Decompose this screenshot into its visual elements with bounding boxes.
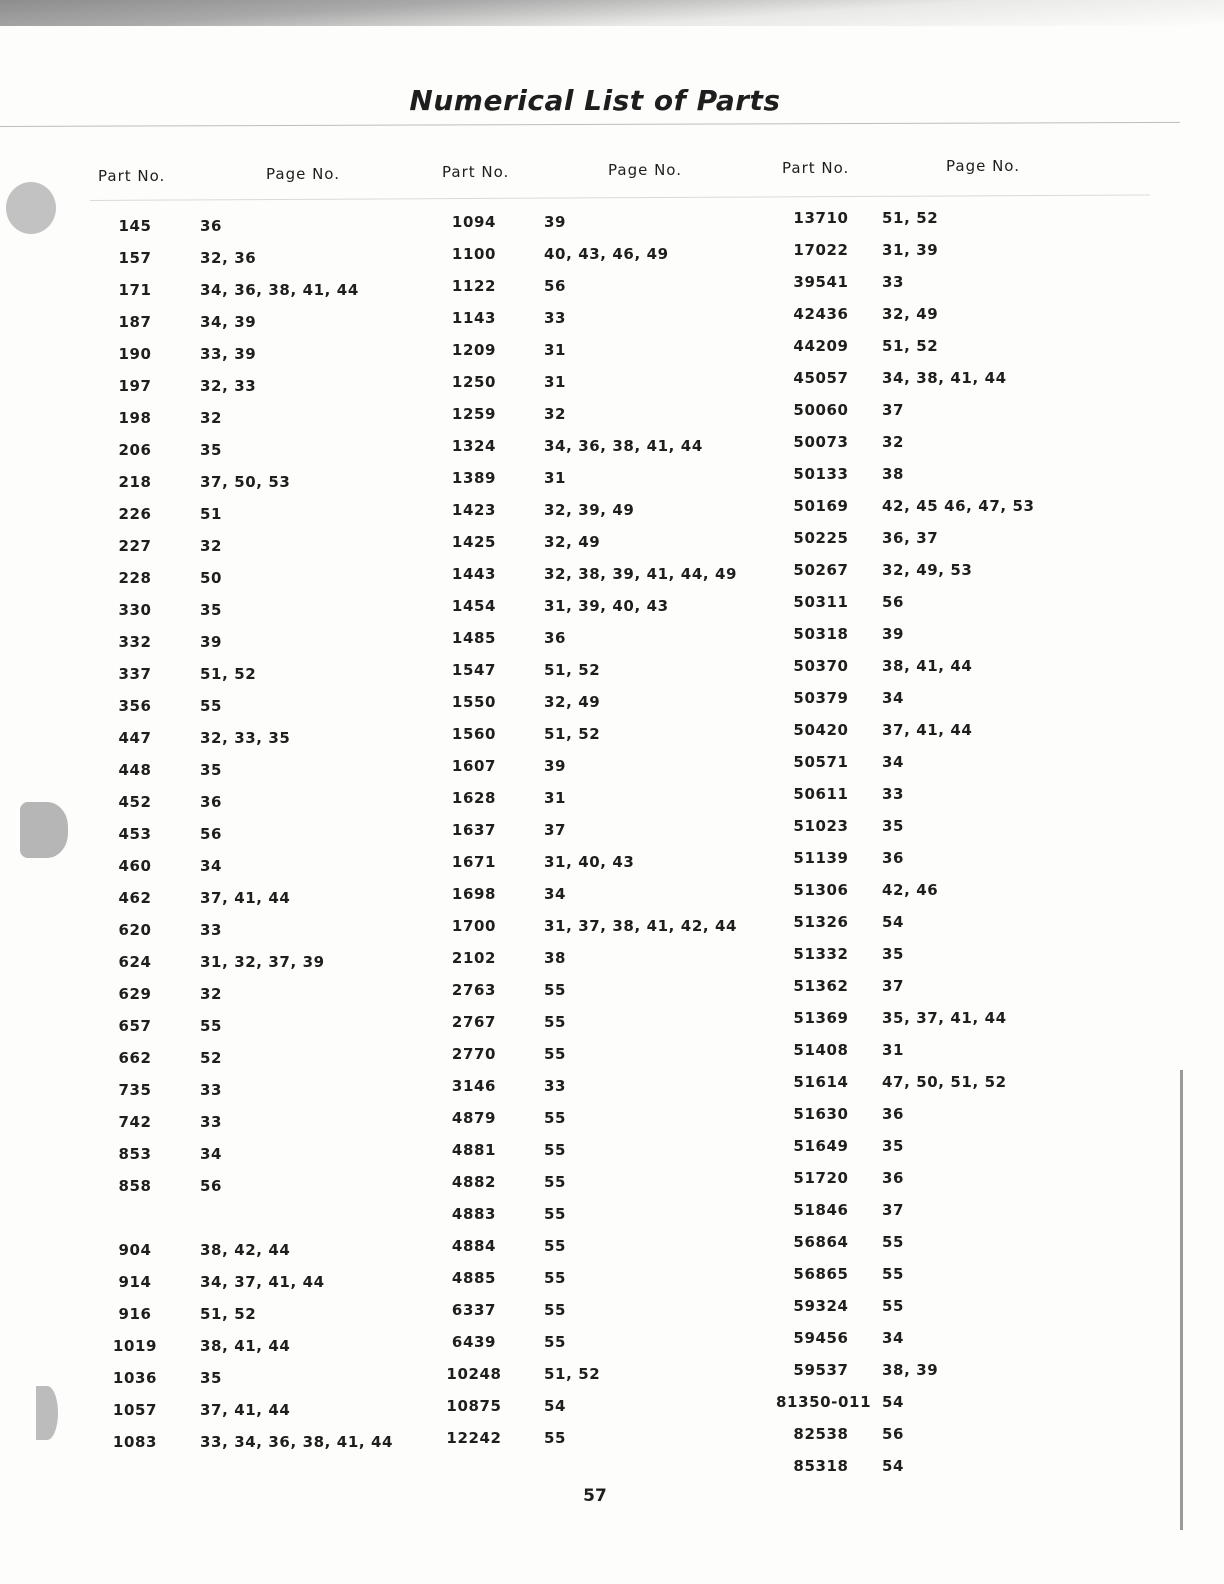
part-number: 1122 <box>451 277 497 295</box>
page-numbers: 55 <box>544 1109 567 1127</box>
page-numbers: 31 <box>544 789 567 807</box>
part-number: 1019 <box>112 1337 158 1355</box>
part-number: 914 <box>118 1273 152 1291</box>
part-number: 6337 <box>451 1301 497 1319</box>
column-1-part-header: Part No. <box>98 167 166 185</box>
part-number: 56864 <box>793 1233 849 1251</box>
part-number: 460 <box>118 857 152 875</box>
page-numbers: 37 <box>882 401 905 419</box>
part-number: 1036 <box>112 1369 158 1387</box>
page-numbers: 34, 37, 41, 44 <box>200 1273 325 1291</box>
page-numbers: 31 <box>544 341 567 359</box>
page-numbers: 55 <box>544 981 567 999</box>
part-number: 228 <box>118 569 152 587</box>
part-number: 1083 <box>112 1433 158 1451</box>
part-number: 4884 <box>451 1237 497 1255</box>
page-numbers: 54 <box>544 1397 567 1415</box>
page-numbers: 55 <box>544 1301 567 1319</box>
page-numbers: 54 <box>882 1393 905 1411</box>
part-number: 1698 <box>451 885 497 903</box>
column-2-part-header: Part No. <box>442 163 510 181</box>
page-numbers: 35 <box>200 761 223 779</box>
page-numbers: 32 <box>200 409 223 427</box>
part-number: 620 <box>118 921 152 939</box>
page-numbers: 37, 50, 53 <box>200 473 291 491</box>
page-numbers: 37 <box>544 821 567 839</box>
part-number: 59537 <box>793 1361 849 1379</box>
page-numbers: 40, 43, 46, 49 <box>544 245 669 263</box>
page-numbers: 56 <box>200 825 223 843</box>
part-number: 1259 <box>451 405 497 423</box>
part-number: 51649 <box>793 1137 849 1155</box>
page-numbers: 31 <box>544 373 567 391</box>
page-numbers: 39 <box>882 625 905 643</box>
punch-hole-bottom <box>36 1386 58 1440</box>
page-numbers: 36 <box>200 793 223 811</box>
part-number: 1454 <box>451 597 497 615</box>
page-numbers: 34 <box>882 1329 905 1347</box>
page-numbers: 38, 39 <box>882 1361 939 1379</box>
part-number: 448 <box>118 761 152 779</box>
page-numbers: 32, 38, 39, 41, 44, 49 <box>544 565 738 583</box>
page-numbers: 55 <box>882 1265 905 1283</box>
part-number: 51306 <box>793 881 849 899</box>
page-numbers: 33 <box>200 1113 223 1131</box>
part-number: 81350-011 <box>776 1393 872 1411</box>
page-numbers: 55 <box>544 1013 567 1031</box>
page-numbers: 37, 41, 44 <box>200 1401 291 1419</box>
page-numbers: 35 <box>200 441 223 459</box>
page-title: Numerical List of Parts <box>409 84 781 117</box>
page-numbers: 37, 41, 44 <box>200 889 291 907</box>
part-number: 51720 <box>793 1169 849 1187</box>
part-number: 51614 <box>793 1073 849 1091</box>
page-numbers: 38 <box>882 465 905 483</box>
part-number: 1700 <box>451 917 497 935</box>
page-numbers: 33 <box>882 273 905 291</box>
page-numbers: 32, 33, 35 <box>200 729 291 747</box>
part-number: 10875 <box>446 1397 502 1415</box>
page-numbers: 33 <box>200 921 223 939</box>
page-numbers: 38 <box>544 949 567 967</box>
page-numbers: 55 <box>200 1017 223 1035</box>
part-number: 51332 <box>793 945 849 963</box>
page-numbers: 51, 52 <box>544 1365 601 1383</box>
page-numbers: 34, 36, 38, 41, 44 <box>200 281 359 299</box>
page-numbers: 55 <box>882 1297 905 1315</box>
title-rule <box>0 122 1180 127</box>
part-number: 45057 <box>793 369 849 387</box>
punch-hole-middle <box>20 802 68 858</box>
page-numbers: 52 <box>200 1049 223 1067</box>
page-numbers: 51, 52 <box>882 209 939 227</box>
part-number: 447 <box>118 729 152 747</box>
part-number: 50379 <box>793 689 849 707</box>
part-number: 145 <box>118 217 152 235</box>
part-number: 1209 <box>451 341 497 359</box>
page-numbers: 39 <box>544 757 567 775</box>
part-number: 1100 <box>451 245 497 263</box>
part-number: 1671 <box>451 853 497 871</box>
page-numbers: 31 <box>882 1041 905 1059</box>
part-number: 171 <box>118 281 152 299</box>
page-numbers: 56 <box>882 593 905 611</box>
part-number: 50611 <box>793 785 849 803</box>
page-numbers: 38, 41, 44 <box>882 657 973 675</box>
page-numbers: 55 <box>544 1173 567 1191</box>
part-number: 206 <box>118 441 152 459</box>
page-numbers: 56 <box>544 277 567 295</box>
punch-hole-top <box>6 182 56 234</box>
part-number: 82538 <box>793 1425 849 1443</box>
part-number: 10248 <box>446 1365 502 1383</box>
part-number: 1425 <box>451 533 497 551</box>
page-numbers: 37 <box>882 977 905 995</box>
part-number: 1628 <box>451 789 497 807</box>
part-number: 50311 <box>793 593 849 611</box>
part-number: 50225 <box>793 529 849 547</box>
page-numbers: 35 <box>200 601 223 619</box>
part-number: 1550 <box>451 693 497 711</box>
part-number: 1560 <box>451 725 497 743</box>
part-number: 50169 <box>793 497 849 515</box>
page-numbers: 42, 45 46, 47, 53 <box>882 497 1035 515</box>
page-numbers: 51 <box>200 505 223 523</box>
part-number: 42436 <box>793 305 849 323</box>
page-numbers: 54 <box>882 1457 905 1475</box>
part-number: 4879 <box>451 1109 497 1127</box>
page-numbers: 36 <box>882 1105 905 1123</box>
part-number: 453 <box>118 825 152 843</box>
page-numbers: 35 <box>200 1369 223 1387</box>
part-number: 904 <box>118 1241 152 1259</box>
part-number: 624 <box>118 953 152 971</box>
page-numbers: 34 <box>882 689 905 707</box>
page-number: 57 <box>583 1486 607 1506</box>
part-number: 3146 <box>451 1077 497 1095</box>
page-numbers: 55 <box>544 1429 567 1447</box>
part-number: 59324 <box>793 1297 849 1315</box>
part-number: 1324 <box>451 437 497 455</box>
page-numbers: 51, 52 <box>882 337 939 355</box>
page-numbers: 55 <box>544 1237 567 1255</box>
part-number: 4885 <box>451 1269 497 1287</box>
column-1-page-header: Page No. <box>266 165 340 183</box>
page-numbers: 37, 41, 44 <box>882 721 973 739</box>
page-numbers: 54 <box>882 913 905 931</box>
page-numbers: 35 <box>882 817 905 835</box>
part-number: 6439 <box>451 1333 497 1351</box>
part-number: 39541 <box>793 273 849 291</box>
page-numbers: 38, 41, 44 <box>200 1337 291 1355</box>
page-numbers: 38, 42, 44 <box>200 1241 291 1259</box>
part-number: 452 <box>118 793 152 811</box>
part-number: 59456 <box>793 1329 849 1347</box>
part-number: 1547 <box>451 661 497 679</box>
page-numbers: 35 <box>882 1137 905 1155</box>
page-numbers: 51, 52 <box>200 665 257 683</box>
header-rule <box>90 194 1150 201</box>
page-numbers: 33 <box>882 785 905 803</box>
page-numbers: 33, 34, 36, 38, 41, 44 <box>200 1433 394 1451</box>
page-numbers: 55 <box>544 1045 567 1063</box>
page-numbers: 36 <box>544 629 567 647</box>
part-number: 50267 <box>793 561 849 579</box>
part-number: 4883 <box>451 1205 497 1223</box>
page-numbers: 34, 38, 41, 44 <box>882 369 1007 387</box>
part-number: 629 <box>118 985 152 1003</box>
part-number: 4881 <box>451 1141 497 1159</box>
part-number: 662 <box>118 1049 152 1067</box>
column-2-page-header: Page No. <box>608 161 682 179</box>
part-number: 50073 <box>793 433 849 451</box>
page-numbers: 55 <box>544 1141 567 1159</box>
page-numbers: 55 <box>544 1333 567 1351</box>
part-number: 1389 <box>451 469 497 487</box>
page-numbers: 32, 36 <box>200 249 257 267</box>
page-numbers: 32, 49 <box>544 533 601 551</box>
part-number: 226 <box>118 505 152 523</box>
page-numbers: 33 <box>544 309 567 327</box>
part-number: 50370 <box>793 657 849 675</box>
part-number: 157 <box>118 249 152 267</box>
part-number: 187 <box>118 313 152 331</box>
part-number: 50318 <box>793 625 849 643</box>
page-numbers: 37 <box>882 1201 905 1219</box>
part-number: 13710 <box>793 209 849 227</box>
part-number: 858 <box>118 1177 152 1195</box>
part-number: 218 <box>118 473 152 491</box>
part-number: 1423 <box>451 501 497 519</box>
part-number: 12242 <box>446 1429 502 1447</box>
part-number: 51846 <box>793 1201 849 1219</box>
part-number: 51369 <box>793 1009 849 1027</box>
part-number: 2770 <box>451 1045 497 1063</box>
page-numbers: 32, 33 <box>200 377 257 395</box>
part-number: 1143 <box>451 309 497 327</box>
page-numbers: 32, 49, 53 <box>882 561 973 579</box>
page-numbers: 51, 52 <box>544 725 601 743</box>
part-number: 44209 <box>793 337 849 355</box>
page-numbers: 42, 46 <box>882 881 939 899</box>
part-number: 50571 <box>793 753 849 771</box>
scan-edge-right <box>1180 1070 1183 1530</box>
page-numbers: 34 <box>200 857 223 875</box>
part-number: 51408 <box>793 1041 849 1059</box>
page-numbers: 32, 49 <box>544 693 601 711</box>
page-numbers: 31, 40, 43 <box>544 853 635 871</box>
part-number: 2767 <box>451 1013 497 1031</box>
page-numbers: 39 <box>544 213 567 231</box>
page-numbers: 32 <box>200 985 223 1003</box>
page-numbers: 51, 52 <box>544 661 601 679</box>
page-numbers: 32 <box>200 537 223 555</box>
part-number: 50060 <box>793 401 849 419</box>
part-number: 51023 <box>793 817 849 835</box>
page-numbers: 56 <box>882 1425 905 1443</box>
part-number: 356 <box>118 697 152 715</box>
part-number: 2102 <box>451 949 497 967</box>
part-number: 4882 <box>451 1173 497 1191</box>
part-number: 462 <box>118 889 152 907</box>
page-numbers: 56 <box>200 1177 223 1195</box>
page-numbers: 36 <box>882 1169 905 1187</box>
page-numbers: 33 <box>544 1077 567 1095</box>
part-number: 51139 <box>793 849 849 867</box>
page-numbers: 36, 37 <box>882 529 939 547</box>
page-numbers: 36 <box>200 217 223 235</box>
page-numbers: 51, 52 <box>200 1305 257 1323</box>
page-numbers: 31 <box>544 469 567 487</box>
page-numbers: 33 <box>200 1081 223 1099</box>
page-numbers: 34, 36, 38, 41, 44 <box>544 437 703 455</box>
part-number: 51326 <box>793 913 849 931</box>
page-numbers: 35, 37, 41, 44 <box>882 1009 1007 1027</box>
part-number: 1637 <box>451 821 497 839</box>
page-numbers: 31, 39, 40, 43 <box>544 597 669 615</box>
column-3-part-header: Part No. <box>782 159 850 177</box>
page-numbers: 31, 39 <box>882 241 939 259</box>
page-numbers: 35 <box>882 945 905 963</box>
part-number: 17022 <box>793 241 849 259</box>
part-number: 735 <box>118 1081 152 1099</box>
page-numbers: 55 <box>544 1269 567 1287</box>
part-number: 1607 <box>451 757 497 775</box>
part-number: 1250 <box>451 373 497 391</box>
part-number: 853 <box>118 1145 152 1163</box>
part-number: 657 <box>118 1017 152 1035</box>
page-numbers: 34, 39 <box>200 313 257 331</box>
part-number: 227 <box>118 537 152 555</box>
page-numbers: 32 <box>544 405 567 423</box>
page-numbers: 31, 32, 37, 39 <box>200 953 325 971</box>
page-numbers: 34 <box>882 753 905 771</box>
part-number: 50420 <box>793 721 849 739</box>
part-number: 190 <box>118 345 152 363</box>
page-numbers: 32, 39, 49 <box>544 501 635 519</box>
part-number: 742 <box>118 1113 152 1131</box>
page-numbers: 39 <box>200 633 223 651</box>
page-numbers: 55 <box>882 1233 905 1251</box>
part-number: 1057 <box>112 1401 158 1419</box>
part-number: 916 <box>118 1305 152 1323</box>
part-number: 330 <box>118 601 152 619</box>
part-number: 51362 <box>793 977 849 995</box>
part-number: 56865 <box>793 1265 849 1283</box>
page-numbers: 32 <box>882 433 905 451</box>
part-number: 332 <box>118 633 152 651</box>
column-3-page-header: Page No. <box>946 157 1020 175</box>
part-number: 50133 <box>793 465 849 483</box>
part-number: 337 <box>118 665 152 683</box>
page-numbers: 31, 37, 38, 41, 42, 44 <box>544 917 738 935</box>
page-numbers: 34 <box>200 1145 223 1163</box>
page-numbers: 32, 49 <box>882 305 939 323</box>
part-number: 1443 <box>451 565 497 583</box>
scan-shadow-top <box>0 0 1224 26</box>
part-number: 1485 <box>451 629 497 647</box>
page-numbers: 55 <box>200 697 223 715</box>
part-number: 85318 <box>793 1457 849 1475</box>
part-number: 2763 <box>451 981 497 999</box>
part-number: 198 <box>118 409 152 427</box>
page-numbers: 47, 50, 51, 52 <box>882 1073 1007 1091</box>
part-number: 1094 <box>451 213 497 231</box>
part-number: 197 <box>118 377 152 395</box>
page-numbers: 55 <box>544 1205 567 1223</box>
page-numbers: 50 <box>200 569 223 587</box>
page-numbers: 34 <box>544 885 567 903</box>
page-numbers: 36 <box>882 849 905 867</box>
page-numbers: 33, 39 <box>200 345 257 363</box>
part-number: 51630 <box>793 1105 849 1123</box>
